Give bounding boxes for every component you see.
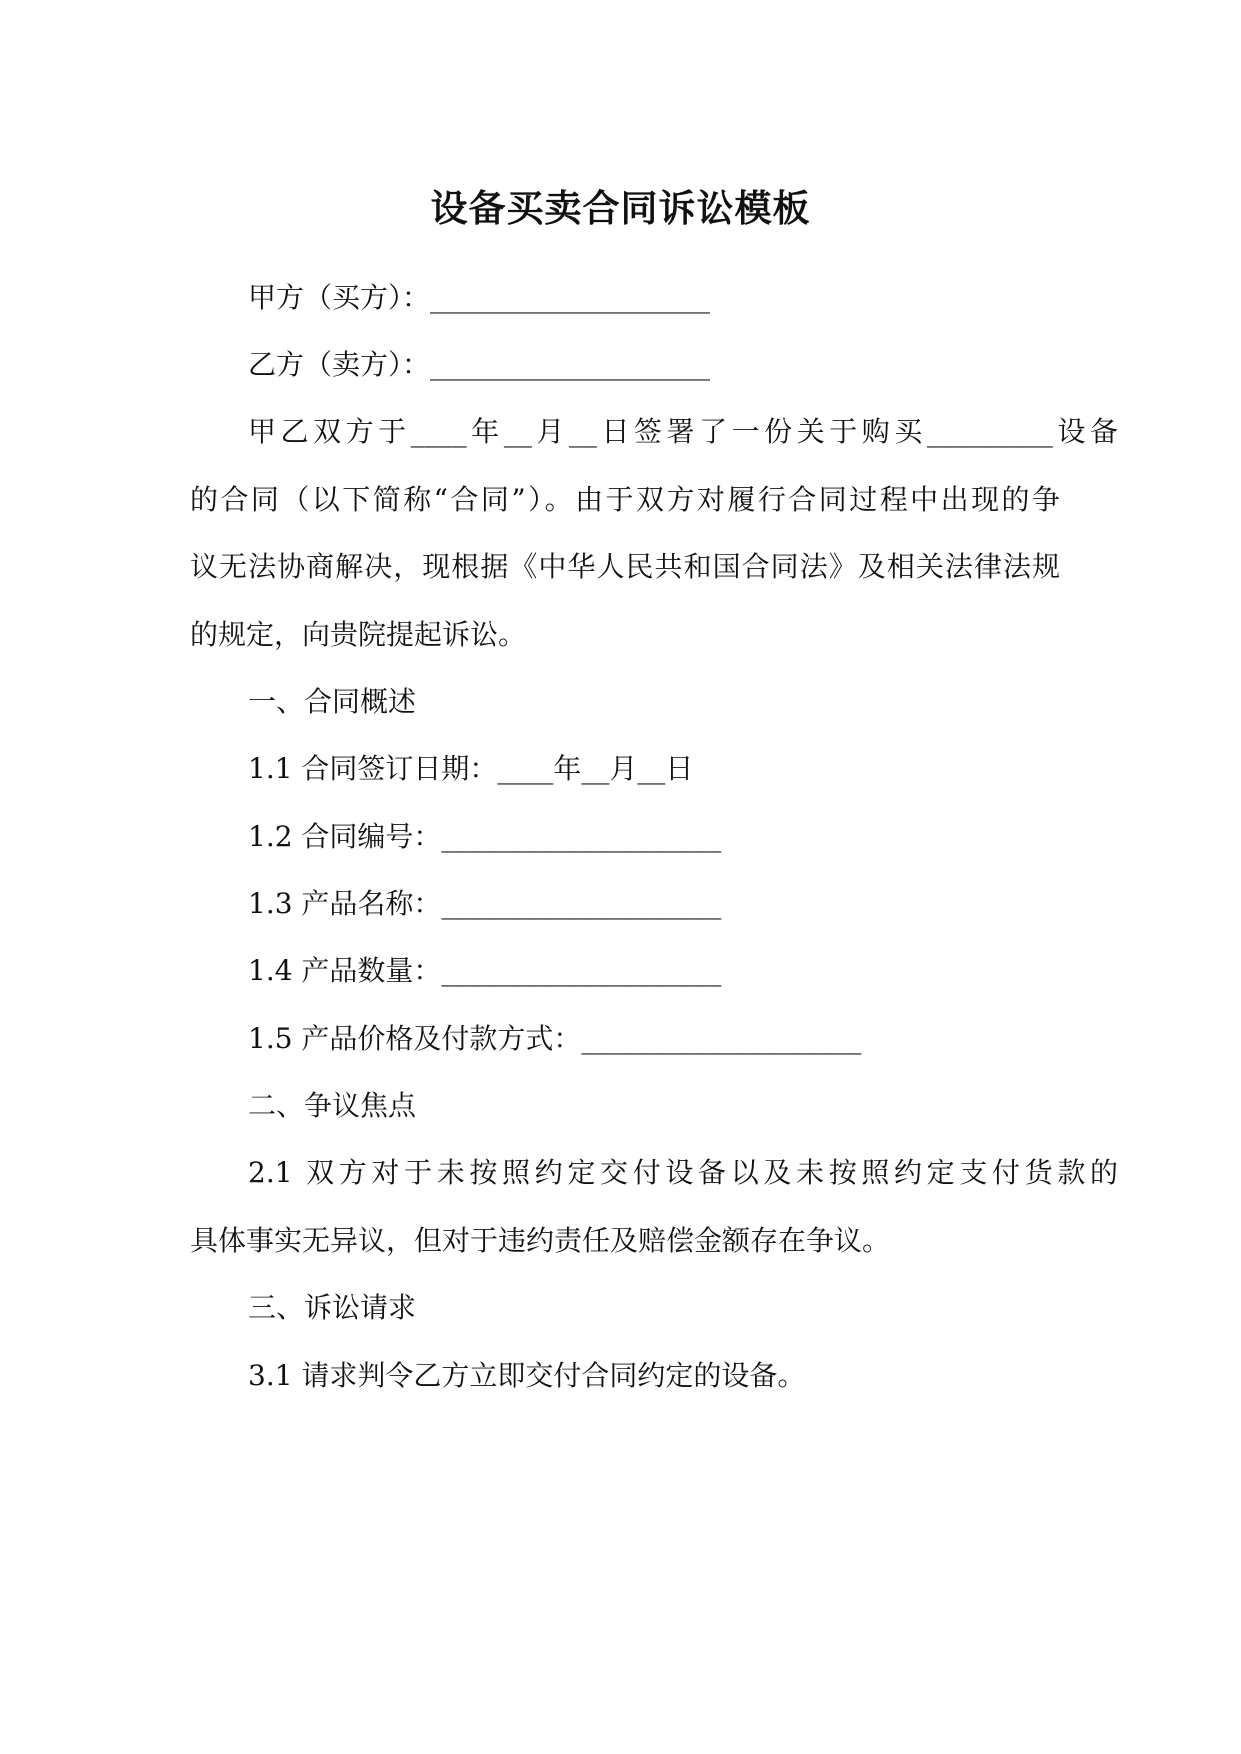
intro-paragraph-line-3: 议无法协商解决，现根据《中华人民共和国合同法》及相关法律法规 [190, 550, 1060, 583]
section-1-heading: 一、合同概述 [248, 685, 417, 718]
document-title: 设备买卖合同诉讼模板 [430, 186, 811, 230]
clause-2-1-line-1: 2.1 双方对于未按照约定交付设备以及未按照约定支付货款的 [248, 1156, 1118, 1189]
clause-3-1: 3.1 请求判令乙方立即交付合同约定的设备。 [248, 1359, 806, 1392]
party-a-line: 甲方（买方）：____________________ [248, 281, 711, 314]
clause-1-4: 1.4 产品数量：____________________ [248, 954, 722, 987]
party-b-line: 乙方（卖方）：____________________ [248, 348, 711, 381]
clause-1-3: 1.3 产品名称：____________________ [248, 887, 722, 920]
clause-1-5: 1.5 产品价格及付款方式：____________________ [248, 1022, 862, 1055]
clause-1-2: 1.2 合同编号：____________________ [248, 820, 722, 853]
intro-paragraph-line-1: 甲乙双方于____年__月__日签署了一份关于购买_________设备 [248, 415, 1118, 448]
intro-paragraph-line-2: 的合同（以下简称“合同”）。由于双方对履行合同过程中出现的争 [190, 483, 1060, 516]
clause-1-1: 1.1 合同签订日期：____年__月__日 [248, 752, 694, 785]
section-2-heading: 二、争议焦点 [248, 1089, 417, 1122]
section-3-heading: 三、诉讼请求 [248, 1291, 417, 1324]
intro-paragraph-line-4: 的规定，向贵院提起诉讼。 [190, 618, 527, 651]
clause-2-1-line-2: 具体事实无异议，但对于违约责任及赔偿金额存在争议。 [190, 1224, 891, 1257]
